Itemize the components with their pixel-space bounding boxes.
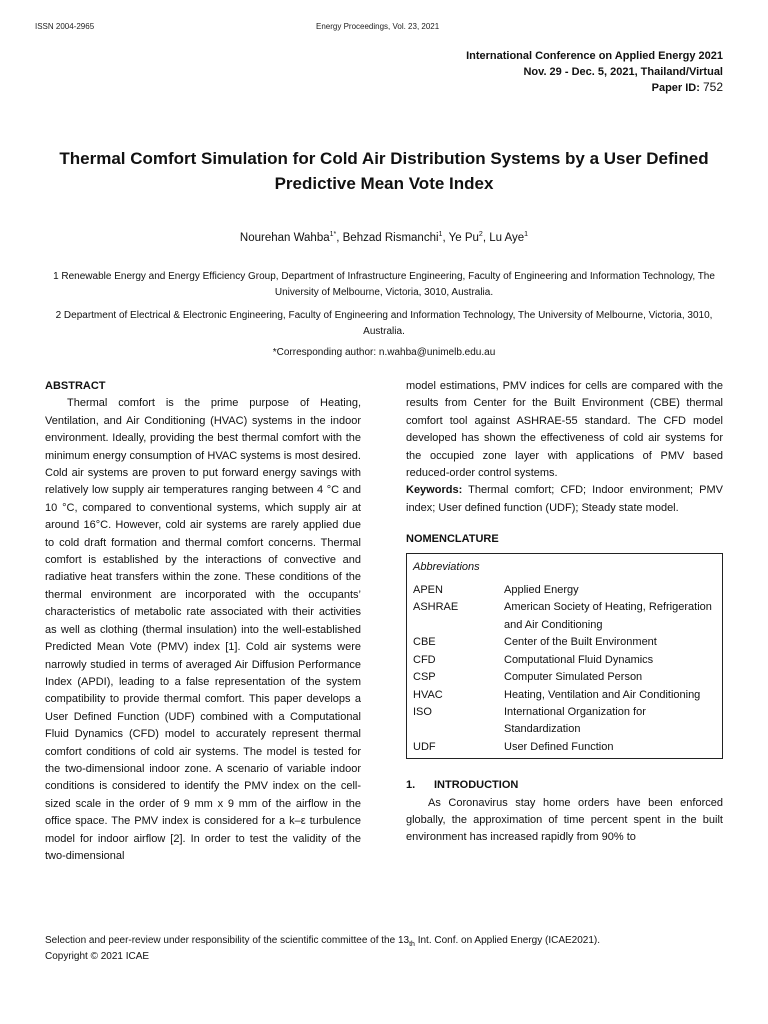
abbr-definition: Computer Simulated Person	[504, 671, 643, 684]
abbr: CFD	[413, 653, 436, 666]
abbr-definition: Center of the Built Environment	[504, 636, 657, 649]
abbr: ISO	[413, 705, 432, 718]
nomenclature-row	[413, 634, 716, 651]
paper-id-value: 752	[702, 80, 723, 94]
abbr-definition: American Society of Heating, Refrigeration and Air Conditioning	[504, 601, 712, 631]
footer	[45, 933, 735, 965]
nomenclature-row	[413, 669, 716, 686]
copyright: Copyright © 2021 ICAE	[45, 951, 150, 962]
paper-id	[652, 79, 723, 96]
abbr: APEN	[413, 584, 443, 597]
abbreviations-subheading: Abbreviations	[413, 560, 480, 573]
keywords-label: Keywords:	[406, 484, 463, 497]
nomenclature-row	[413, 599, 716, 634]
introduction-text: As Coronavirus stay home orders have been enforced globally, the approximation of time percent spent in the built environment has increased rapidly from 90% to	[406, 796, 723, 844]
conference-dates: Nov. 29 - Dec. 5, 2021, Thailand/Virtual	[523, 66, 723, 78]
nomenclature-row	[413, 704, 716, 739]
abbr-definition: Computational Fluid Dynamics	[504, 653, 654, 666]
author-name: Lu Aye	[489, 232, 525, 244]
abbr-definition: International Organization for Standardization	[504, 705, 646, 736]
abbr-definition: Applied Energy	[504, 584, 579, 597]
proceedings-label: Energy Proceedings, Vol. 23, 2021	[316, 22, 440, 31]
footer-text-pre: Selection and peer-review under responsibility of the scientific committee of the 13	[45, 935, 410, 946]
nomenclature-row	[413, 687, 716, 704]
abbr: UDF	[413, 740, 436, 753]
paper-title: Thermal Comfort Simulation for Cold Air Distribution Systems by a User Defined Predictive Mean Vote Index	[59, 149, 709, 193]
introduction-heading	[406, 777, 723, 794]
nomenclature-table	[406, 553, 723, 759]
section-title: INTRODUCTION	[434, 779, 519, 792]
corresponding-author: *Corresponding author: n.wahba@unimelb.edu.au	[272, 347, 496, 358]
abbr-definition: User Defined Function	[504, 740, 614, 753]
author-name: Ye Pu	[448, 232, 479, 244]
author-affil-mark: 1*	[329, 231, 337, 239]
nomenclature-row	[413, 652, 716, 669]
footer-line-1	[45, 933, 735, 949]
keywords-text: Thermal comfort; CFD; Indoor environment; PMV index; User defined function (UDF); Steady state model.	[406, 484, 723, 514]
left-column	[45, 378, 361, 865]
abbr: ASHRAE	[413, 601, 459, 614]
footer-text-post: Int. Conf. on Applied Energy (ICAE2021).	[414, 935, 601, 946]
author-list: Nourehan Wahba$^{1*}$, Behzad Rismanchi$^1$, Ye Pu$^2$, Lu Aye$^1$	[239, 231, 529, 244]
abbr: CBE	[413, 636, 436, 649]
abstract-heading: ABSTRACT	[45, 380, 106, 392]
author-affil-mark: 1	[524, 231, 529, 239]
author-affil-mark: 2	[478, 231, 483, 239]
abbr-definition: Heating, Ventilation and Air Conditioning	[504, 688, 701, 701]
author-name: Behzad Rismanchi	[342, 232, 439, 244]
conference-name: International Conference on Applied Energy 2021	[466, 50, 723, 62]
paper-id-label: Paper ID:	[651, 82, 700, 94]
issn-label: ISSN 2004-2965	[35, 22, 95, 31]
abbr: HVAC	[413, 688, 443, 701]
nomenclature-row	[413, 582, 716, 599]
footer-ordinal: th	[409, 941, 415, 948]
right-column	[406, 378, 723, 847]
abstract-text: Thermal comfort is the prime purpose of Heating, Ventilation, and Air Conditioning (HVAC) systems in the indoor environment. Ideally, providing the best thermal comfort with the minimum energy consumption of HVAC systems is most desired. Cold air systems are proven to put forward energy savings with relatively low supply air temperatures ranging between 4 °C and 10 °C, compared to conventional systems, which supply air at around 16°C. However, cold air systems are rarely applied due to cold draft formation and thermal comfort concerns. Thermal comfort is established by the interactions of convective and radiative heat transfers within the zone. These conditions of the thermal environment are incorporated with the occupants’ characteristics of metabolic rate associated with their activities as well as clothing (thermal insulation) into the well-established Predicted Mean Vote (PMV) index [1]. Cold air systems were narrowly studied in terms of averaged Air Diffusion Performance Index (APDI), leading to a false representation of the system compatibility to provide thermal comfort. This paper develops a User Defined Function (UDF) combined with a Computational Fluid Dynamics (CFD) model to accurately represent thermal comfort conditions of cold air systems. The model is tested for the two-dimensional indoor zone. A scenario of variable indoor conditions is considered to identify the PMV index on the cell-sized scale in the order of 9 mm x 9 mm of the airflow in the office space. The PMV index is considered for a k–ε turbulence model for indoor airflow [2]. In order to test the validity of the two-dimensional	[45, 397, 361, 862]
nomenclature-row	[413, 739, 716, 756]
nomenclature-heading: NOMENCLATURE	[406, 533, 499, 546]
affiliation-1: 1 Renewable Energy and Energy Efficiency Group, Department of Infrastructure Engineering, Faculty of Engineering and Information Technology, The University of Melbourne, Victoria, 3010, Australia.	[53, 271, 715, 298]
affiliation-2: 2 Department of Electrical & Electronic Engineering, Faculty of Engineering and Information Technology, The University of Melbourne, Victoria, 3010, Australia.	[55, 310, 713, 337]
author-affil-mark: 1	[438, 231, 443, 239]
author-name: Nourehan Wahba	[239, 232, 330, 244]
section-number: 1.	[406, 779, 416, 792]
abbr: CSP	[413, 671, 436, 684]
keywords	[406, 482, 723, 517]
abstract-continuation: model estimations, PMV indices for cells are compared with the results from Center for the Built Environment (CBE) thermal comfort tool against ASHRAE-55 standard. The CFD model developed has shown the effectiveness of cold air systems for the occupied zone layer with applications of PMV based reduced-order control systems.	[406, 380, 723, 480]
